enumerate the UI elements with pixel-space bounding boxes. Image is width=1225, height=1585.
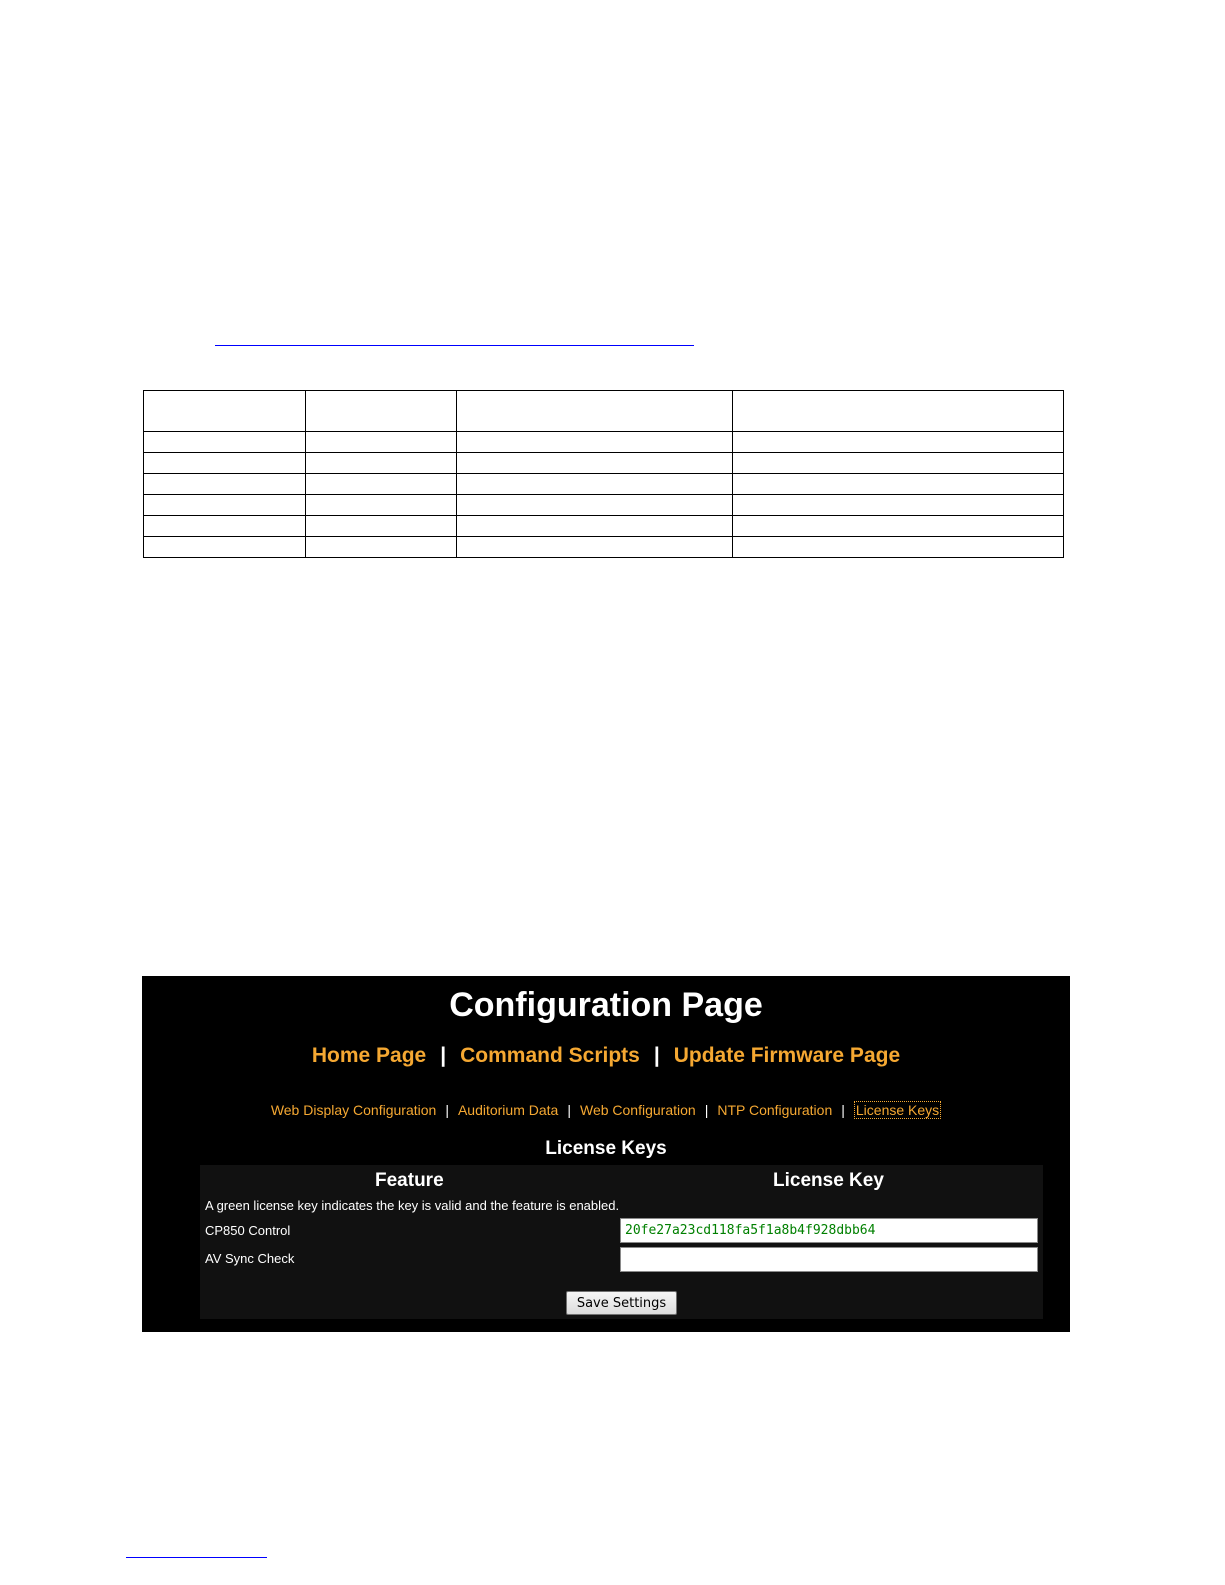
configuration-page-screenshot	[142, 976, 1070, 1332]
ntp-configuration-link[interactable]: NTP Configuration	[717, 1102, 833, 1118]
main-nav	[142, 1044, 1070, 1068]
table-row	[144, 453, 1064, 474]
web-configuration-link[interactable]: Web Configuration	[579, 1102, 696, 1118]
document-empty-table	[143, 390, 1064, 558]
license-key-column-header: License Key	[773, 1170, 884, 1191]
license-keys-link[interactable]: License Keys	[855, 1102, 940, 1118]
web-display-configuration-link[interactable]: Web Display Configuration	[270, 1102, 437, 1118]
footnote-separator	[126, 1557, 267, 1558]
feature-label-av-sync-check: AV Sync Check	[205, 1251, 295, 1266]
save-settings-button[interactable]: Save Settings	[566, 1291, 677, 1315]
auditorium-data-link[interactable]: Auditorium Data	[457, 1102, 559, 1118]
nav-separator: |	[445, 1102, 449, 1118]
nav-separator: |	[567, 1102, 571, 1118]
page-title: Configuration Page	[449, 986, 763, 1024]
feature-label-cp850-control: CP850 Control	[205, 1223, 291, 1238]
cp850-license-key-input[interactable]	[620, 1218, 1038, 1243]
nav-separator: |	[841, 1102, 845, 1118]
feature-column-header: Feature	[375, 1170, 444, 1191]
license-hint-text: A green license key indicates the key is valid and the feature is enabled.	[205, 1198, 620, 1213]
nav-separator: |	[440, 1044, 447, 1067]
config-sub-nav	[142, 1102, 1070, 1118]
table-row	[144, 516, 1064, 537]
license-keys-table	[200, 1165, 1043, 1319]
nav-separator: |	[653, 1044, 660, 1067]
table-row	[144, 432, 1064, 453]
table-row	[144, 537, 1064, 558]
command-scripts-link[interactable]: Command Scripts	[460, 1044, 640, 1067]
section-title: License Keys	[545, 1138, 667, 1159]
table-row	[144, 495, 1064, 516]
table-header-row	[144, 391, 1064, 432]
home-page-link[interactable]: Home Page	[311, 1044, 427, 1067]
document-link-underline	[215, 345, 694, 346]
nav-separator: |	[704, 1102, 709, 1118]
update-firmware-link[interactable]: Update Firmware Page	[673, 1044, 901, 1067]
av-sync-license-key-input[interactable]	[620, 1247, 1038, 1272]
table-row	[144, 474, 1064, 495]
